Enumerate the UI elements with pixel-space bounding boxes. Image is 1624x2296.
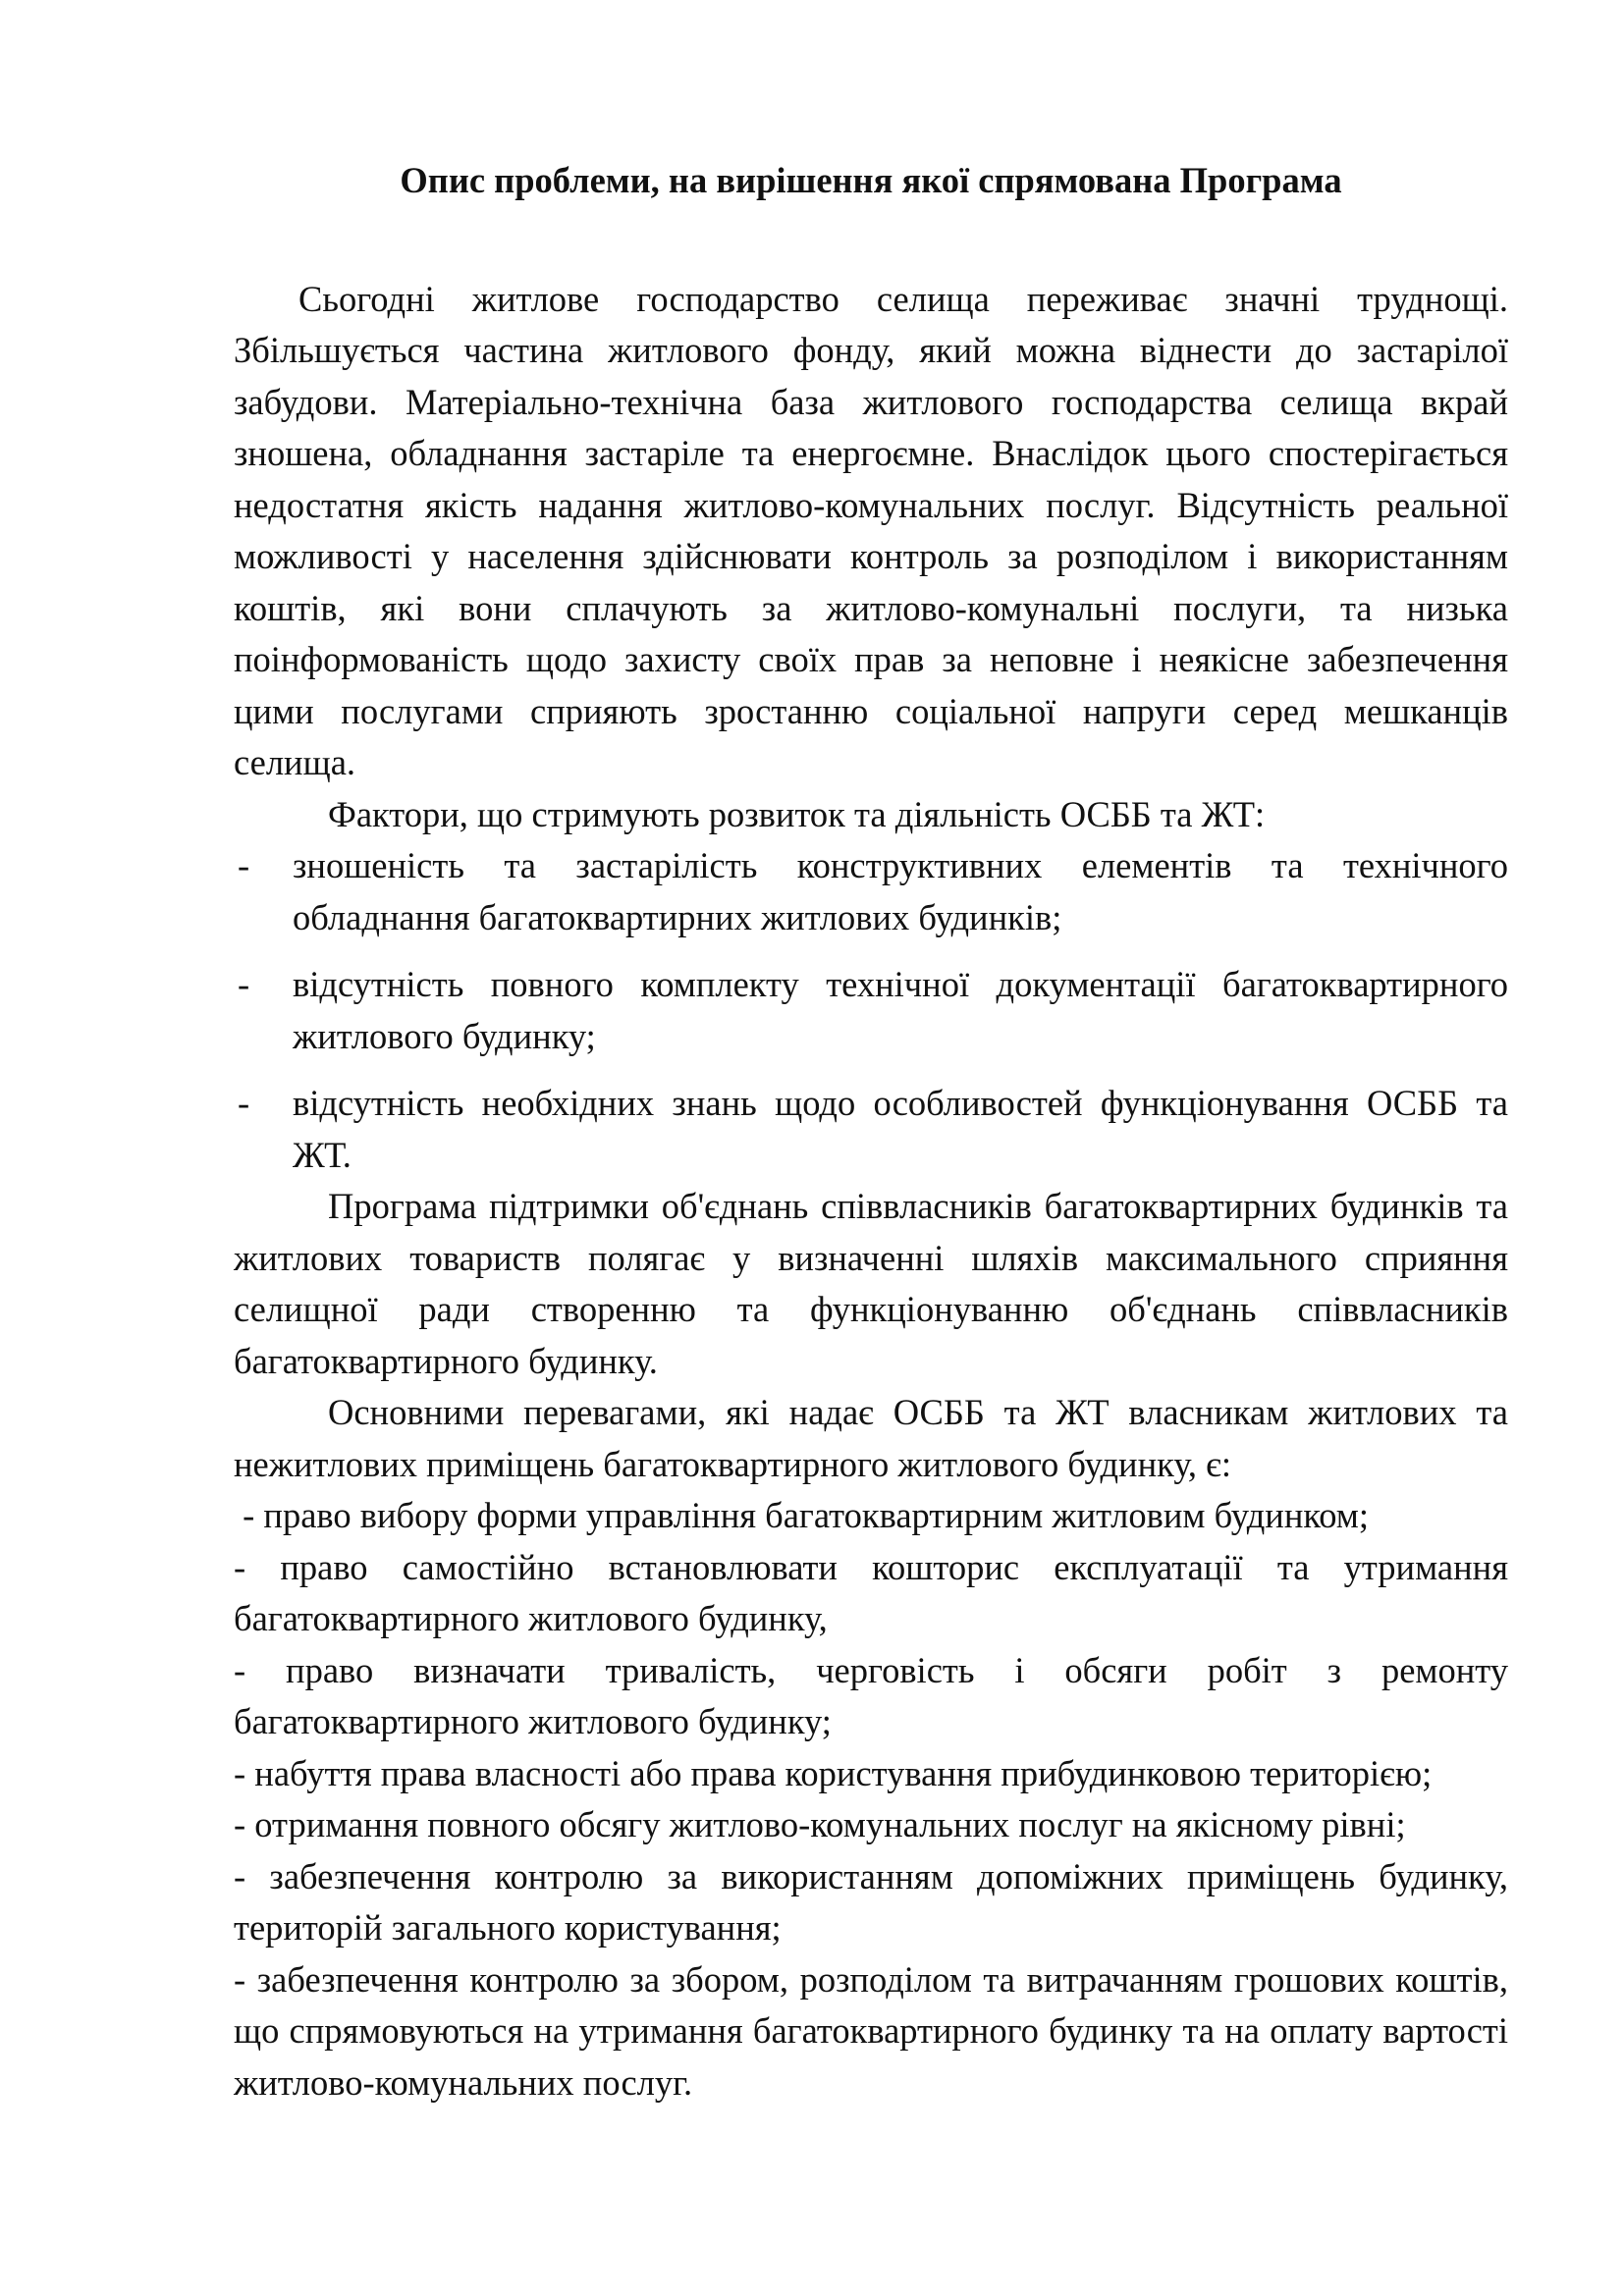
list-item: - право самостійно встановлювати кошторис експлуатації та утримання багатоквартирного житлового будинку, <box>234 1546 1508 1638</box>
list-item-text: зношеність та застарілість конструктивних елементів та технічного обладнання багатоквартирних житлових будинків; <box>293 845 1508 937</box>
list-item <box>234 1078 1508 1181</box>
list-item <box>234 959 1508 1062</box>
list-item: - набуття права власності або права користування прибудинковою територією; <box>234 1752 1433 1793</box>
list-item-text: відсутність необхідних знань щодо особливостей функціонування ОСББ та ЖТ. <box>293 1083 1508 1175</box>
list-dash: - <box>238 964 250 1004</box>
factors-list <box>234 840 1508 1181</box>
list-dash: - <box>238 845 250 885</box>
advantages-list <box>234 1490 1508 2109</box>
list-dash: - <box>238 1083 250 1123</box>
list-item: - право визначати тривалість, черговість і обсяги робіт з ремонту багатоквартирного житлового будинку; <box>234 1649 1508 1741</box>
list-item: - отримання повного обсягу житлово-комунальних послуг на якісному рівні; <box>234 1804 1406 1844</box>
factors-lead: Фактори, що стримують розвиток та діяльність ОСББ та ЖТ: <box>328 793 1266 834</box>
list-item: - забезпечення контролю за використанням допоміжних приміщень будинку, територій загального користування; <box>234 1855 1508 1948</box>
list-item-text: відсутність повного комплекту технічної документації багатоквартирного житлового будинку; <box>293 964 1508 1056</box>
list-item: - забезпечення контролю за збором, розподілом та витрачанням грошових коштів, що спрямовуються на утримання багатоквартирного будинку та на оплату вартості житлово-комунальних послуг. <box>234 1958 1508 2103</box>
document-title: Опис проблеми, на вирішення якої спрямована Програма <box>400 160 1342 200</box>
advantages-lead: Основними перевагами, які надає ОСББ та ЖТ власникам житлових та нежитлових приміщень багатоквартирного житлового будинку, є: <box>234 1392 1508 1484</box>
list-item: - право вибору форми управління багатоквартирним житловим будинком; <box>234 1495 1370 1535</box>
intro-paragraph: Сьогодні житлове господарство селища переживає значні труднощі. Збільшується частина житлового фонду, який можна віднести до застарілої забудови. Матеріально-технічна база житлового господарства селища вкрай зношена, обладнання застаріле та енергоємне. Внаслідок цього спостерігається недостатня якість надання житлово-комунальних послуг. Відсутність реальної можливості у населення здійснювати контроль за розподілом і використанням коштів, які вони сплачують за житлово-комунальні послуги, та низька поінформованість щодо захисту своїх прав за неповне і неякісне забезпечення цими послугами сприяють зростанню соціальної напруги серед мешканців селища. <box>234 278 1508 782</box>
program-paragraph: Програма підтримки об'єднань співвласників багатоквартирних будинків та житлових товариств полягає у визначенні шляхів максимального сприяння селищної ради створенню та функціонуванню об'єднань співвласників багатоквартирного будинку. <box>234 1186 1508 1381</box>
list-item <box>234 840 1508 943</box>
